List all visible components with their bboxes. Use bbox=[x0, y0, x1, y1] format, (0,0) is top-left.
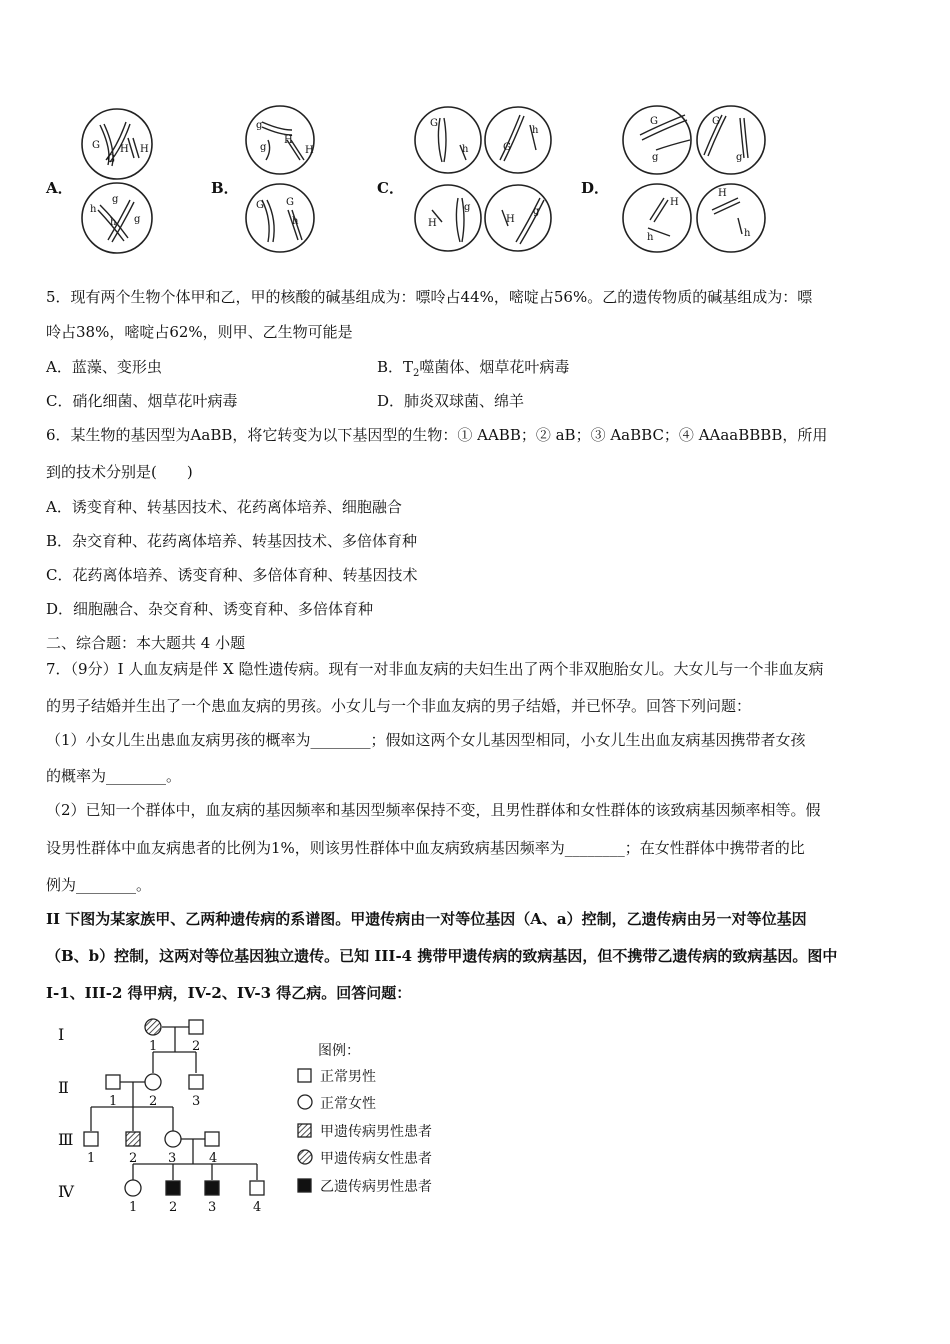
q7-ii-line3: I-1、III-2 得甲病，IV-2、IV-3 得乙病。回答问题： bbox=[46, 984, 412, 1002]
svg-text:1: 1 bbox=[109, 1094, 118, 1109]
svg-text:4: 4 bbox=[209, 1151, 218, 1166]
svg-text:h: h bbox=[462, 144, 469, 155]
legend-b-male: 乙遗传病男性患者 bbox=[320, 1179, 432, 1195]
legend-title: 图例： bbox=[318, 1043, 360, 1059]
cell-d2 bbox=[697, 106, 765, 174]
svg-text:3: 3 bbox=[168, 1151, 177, 1166]
svg-text:G: G bbox=[92, 140, 100, 151]
svg-text:G: G bbox=[256, 200, 264, 211]
legend-a-male: 甲遗传病男性患者 bbox=[320, 1124, 432, 1140]
q5-option-a: A．蓝藻、变形虫 bbox=[46, 358, 162, 376]
q5-stem-line2: 呤占38%，嘧啶占62%，则甲、乙生物可能是 bbox=[46, 323, 353, 341]
option-a-cells bbox=[82, 109, 152, 253]
svg-text:2: 2 bbox=[169, 1200, 178, 1215]
cell-c2 bbox=[485, 107, 551, 173]
q5-option-c: C．硝化细菌、烟草花叶病毒 bbox=[46, 392, 238, 410]
legend-normal-male-symbol bbox=[298, 1069, 311, 1082]
q7-ii-line2: （B、b）控制，这两对等位基因独立遗传。已知 III-4 携带甲遗传病的致病基因，但不携带乙遗传病的致病基因。图中 bbox=[46, 947, 838, 965]
legend-a-female: 甲遗传病女性患者 bbox=[320, 1151, 432, 1167]
cell-d4 bbox=[697, 184, 765, 252]
svg-text:G: G bbox=[107, 154, 115, 165]
option-c-label: C． bbox=[377, 179, 404, 197]
gen3-member-2-affected-a-male bbox=[126, 1132, 140, 1146]
svg-text:H: H bbox=[670, 197, 679, 208]
svg-text:h: h bbox=[744, 228, 751, 239]
svg-text:1: 1 bbox=[149, 1039, 158, 1054]
option-c-cells bbox=[415, 107, 551, 251]
cell-c4 bbox=[485, 185, 551, 251]
q7-part1-line2: 的概率为________。 bbox=[46, 767, 182, 785]
q5-stem-line1: 5．现有两个生物个体甲和乙，甲的核酸的碱基组成为：嘌呤占44%，嘧啶占56%。乙的遗传物质的碱基组成为：嘌 bbox=[46, 288, 813, 306]
svg-text:h: h bbox=[532, 125, 539, 136]
svg-text:G: G bbox=[503, 142, 511, 153]
svg-text:g: g bbox=[652, 152, 659, 163]
svg-text:h: h bbox=[110, 217, 117, 228]
q7-part2-line3: 例为________。 bbox=[46, 876, 152, 894]
svg-text:g: g bbox=[533, 206, 540, 217]
q7-ii-line1: II 下图为某家族甲、乙两种遗传病的系谱图。甲遗传病由一对等位基因（A、a）控制，乙遗传病由另一对等位基因 bbox=[46, 910, 807, 928]
legend-a-male-symbol bbox=[298, 1124, 311, 1137]
cell-c3 bbox=[415, 185, 481, 251]
gen2-member-1-normal-male bbox=[106, 1075, 120, 1089]
legend-normal-male: 正常男性 bbox=[320, 1069, 376, 1085]
option-b-cells bbox=[246, 106, 314, 252]
q6-option-c: C．花药离体培养、诱变育种、多倍体育种、转基因技术 bbox=[46, 566, 418, 584]
q6-option-d: D．细胞融合、杂交育种、诱变育种、多倍体育种 bbox=[46, 600, 374, 618]
option-d-label: D． bbox=[581, 179, 610, 197]
svg-text:H: H bbox=[718, 188, 727, 199]
chromosome-figure bbox=[0, 0, 950, 270]
svg-text:4: 4 bbox=[253, 1200, 262, 1215]
q6-stem-line2: 到的技术分别是( ) bbox=[46, 463, 193, 481]
gen2-member-3-normal-male bbox=[189, 1075, 203, 1089]
q7-line2: 的男子结婚并生出了一个患血友病的男孩。小女儿与一个非血友病的男子结婚，并已怀孕。回答下列问题： bbox=[46, 697, 752, 715]
gen3-member-4-normal-male bbox=[205, 1132, 219, 1146]
svg-text:h: h bbox=[90, 204, 97, 215]
gen2-member-2-normal-female bbox=[145, 1074, 161, 1090]
svg-text:g: g bbox=[260, 142, 267, 153]
svg-text:2: 2 bbox=[129, 1151, 138, 1166]
cell-b2 bbox=[246, 184, 314, 252]
legend-normal-female-symbol bbox=[298, 1095, 312, 1109]
svg-text:g: g bbox=[464, 202, 471, 213]
gen4-member-2-affected-b-male bbox=[166, 1181, 180, 1195]
q7-part2-line1: （2）已知一个群体中，血友病的基因频率和基因型频率保持不变，且男性群体和女性群体的该致病基因频率相等。假 bbox=[46, 801, 821, 819]
q6-option-b: B．杂交育种、花药离体培养、转基因技术、多倍体育种 bbox=[46, 532, 418, 550]
cell-c1 bbox=[415, 107, 481, 173]
gen1-member-2-normal-male bbox=[189, 1020, 203, 1034]
gen4-member-1-normal-female bbox=[125, 1180, 141, 1196]
q5-option-d: D．肺炎双球菌、绵羊 bbox=[377, 392, 525, 410]
svg-text:H: H bbox=[140, 144, 149, 155]
cell-b1 bbox=[246, 106, 314, 174]
svg-text:1: 1 bbox=[129, 1200, 138, 1215]
legend-normal-female: 正常女性 bbox=[320, 1096, 376, 1112]
q6-option-a: A．诱变育种、转基因技术、花药离体培养、细胞融合 bbox=[46, 498, 402, 516]
pedigree-legend bbox=[298, 1043, 432, 1195]
option-b-label: B． bbox=[211, 179, 239, 197]
svg-text:3: 3 bbox=[192, 1094, 201, 1109]
q7-line1: 7．（9分）I 人血友病是伴 X 隐性遗传病。现有一对非血友病的夫妇生出了两个非双胞胎女儿。大女儿与一个非血友病 bbox=[46, 660, 824, 678]
pedigree-chart bbox=[0, 1005, 520, 1220]
svg-text:g: g bbox=[736, 152, 743, 163]
legend-b-male-symbol bbox=[298, 1179, 311, 1192]
gen4-member-3-affected-b-male bbox=[205, 1181, 219, 1195]
gen-label-1: Ⅰ bbox=[58, 1025, 65, 1044]
svg-text:H: H bbox=[305, 145, 314, 156]
legend-a-female-symbol bbox=[298, 1150, 312, 1164]
svg-text:H: H bbox=[506, 214, 515, 225]
gen4-member-4-normal-male bbox=[250, 1181, 264, 1195]
svg-text:2: 2 bbox=[192, 1039, 201, 1054]
svg-text:2: 2 bbox=[149, 1094, 158, 1109]
svg-text:H: H bbox=[284, 135, 293, 146]
q7-part2-line2: 设男性群体中血友病患者的比例为1%，则该男性群体中血友病致病基因频率为________；在女性群体中携带者的比 bbox=[46, 839, 805, 857]
gen-label-4: Ⅳ bbox=[58, 1182, 74, 1201]
gen1-member-1-affected-a-female bbox=[145, 1019, 161, 1035]
svg-text:G: G bbox=[286, 197, 294, 208]
gen3-member-3-normal-female bbox=[165, 1131, 181, 1147]
option-a-label: A． bbox=[46, 179, 73, 197]
svg-text:G: G bbox=[430, 118, 438, 129]
svg-text:H: H bbox=[428, 218, 437, 229]
svg-text:1: 1 bbox=[87, 1151, 96, 1166]
svg-text:g: g bbox=[134, 214, 141, 225]
svg-text:G: G bbox=[650, 116, 658, 127]
gen3-member-1-normal-male bbox=[84, 1132, 98, 1146]
gen-label-3: Ⅲ bbox=[58, 1130, 74, 1149]
svg-text:G: G bbox=[712, 116, 720, 127]
gen-label-2: Ⅱ bbox=[58, 1078, 69, 1097]
q7-part1-line1: （1）小女儿生出患血友病男孩的概率为________；假如这两个女儿基因型相同，小女儿生出血友病基因携带者女孩 bbox=[46, 731, 806, 749]
svg-text:g: g bbox=[112, 194, 119, 205]
svg-text:g: g bbox=[256, 120, 263, 131]
svg-text:H: H bbox=[120, 144, 129, 155]
q5-option-b: B．$T_2$噬菌体、烟草花叶病毒 bbox=[377, 358, 570, 379]
option-d-cells bbox=[623, 106, 765, 252]
svg-text:h: h bbox=[292, 216, 299, 227]
q6-stem-line1: 6．某生物的基因型为AaBB，将它转变为以下基因型的生物：① AABB；② aB；③ AaBBC；④ AAaaBBBB，所用 bbox=[46, 426, 828, 444]
section-title: 二、综合题：本大题共 4 小题 bbox=[46, 634, 246, 652]
svg-text:3: 3 bbox=[208, 1200, 217, 1215]
svg-text:h: h bbox=[647, 232, 654, 243]
